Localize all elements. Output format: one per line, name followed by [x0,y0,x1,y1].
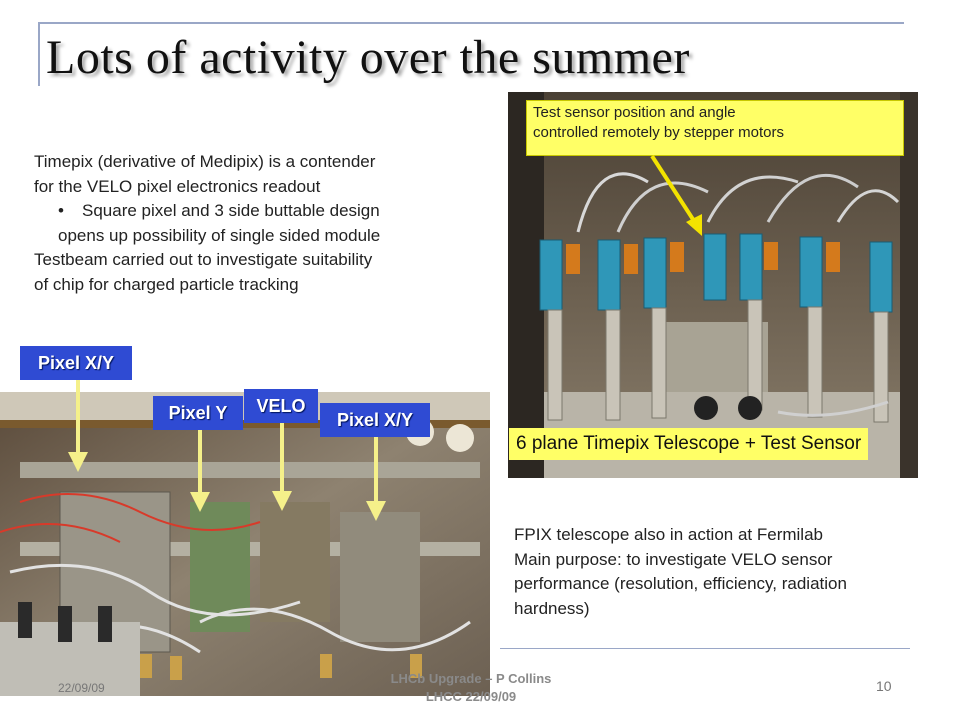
intro-text-block [34,150,474,297]
callout-line: Test sensor position and angle [533,104,736,121]
tag-pixel-xy-left: Pixel X/Y [20,346,132,380]
slide-title: Lots of activity over the summer [46,31,690,84]
footer-rule [500,648,910,649]
fpix-line: FPIX telescope also in action at Fermilab [514,525,823,544]
callout-line: controlled remotely by stepper motors [533,124,784,141]
stepper-motor-callout [526,100,904,156]
bullet-item [34,199,474,224]
telescope-caption: 6 plane Timepix Telescope + Test Sensor [509,428,868,460]
fpix-line: Main purpose: to investigate VELO sensor [514,549,833,569]
arrow-pixel-y-icon [188,430,218,516]
tag-velo: VELO [244,389,318,423]
footer-date: 22/09/09 [58,681,105,695]
fpix-line: hardness) [514,598,590,618]
intro-line: of chip for charged particle tracking [34,274,299,294]
arrow-pixel-xy-right-icon [364,437,394,525]
intro-line: Timepix (derivative of Medipix) is a contender [34,152,376,171]
page-number: 10 [876,678,892,694]
title-rule-left [38,22,40,86]
intro-line: for the VELO pixel electronics readout [34,176,321,196]
intro-line: Testbeam carried out to investigate suitability [34,250,373,269]
callout-arrow-icon [640,150,710,240]
bullet-marker: • [58,201,64,220]
tag-pixel-y: Pixel Y [153,396,243,430]
bullet-continuation [34,224,474,249]
bullet-line: opens up possibility of single sided module [58,225,381,245]
footer-title [356,670,586,706]
title-rule-top [40,22,904,24]
footer-title-line: LHCC 22/09/09 [425,689,517,704]
tag-pixel-xy-right: Pixel X/Y [320,403,430,437]
bullet-line: Square pixel and 3 side buttable design [82,201,380,220]
fpix-line: performance (resolution, efficiency, radiation [514,574,847,593]
arrow-pixel-xy-left-icon [60,380,100,476]
arrow-velo-icon [270,423,300,515]
fpix-text-block [514,523,944,621]
footer-title-line: LHCb Upgrade – P Collins [390,671,552,686]
